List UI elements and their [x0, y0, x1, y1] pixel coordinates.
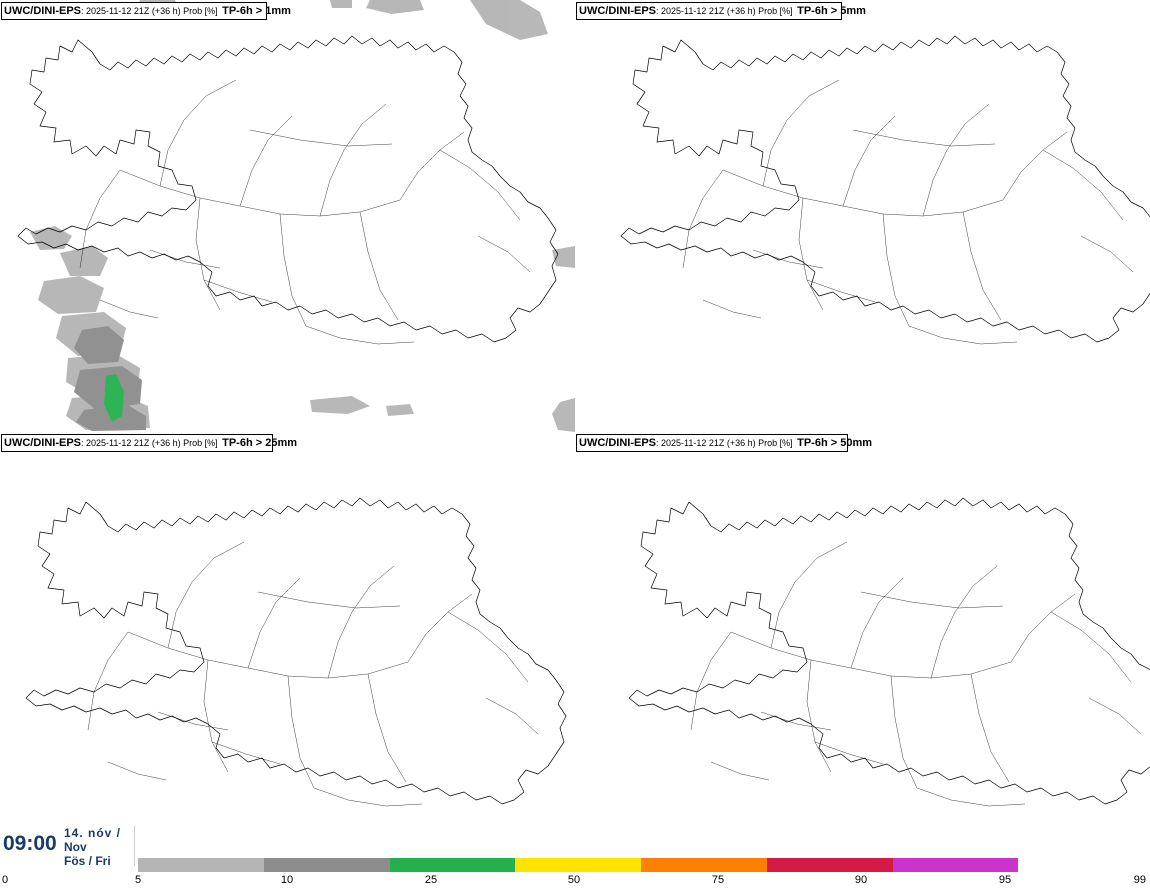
panel-model-label: UWC/DINI-EPS — [4, 437, 81, 449]
iceland-map-1mm — [0, 0, 575, 432]
map-panel-50mm[interactable] — [575, 432, 1150, 864]
colorbar-segment-0 — [138, 858, 264, 872]
colorbar-segment-2 — [390, 858, 516, 872]
valid-date-line3: Fös / Fri — [64, 854, 111, 866]
colorbar-tick-75: 75 — [711, 874, 725, 886]
colorbar-segment-3 — [515, 858, 641, 872]
map-panel-1mm[interactable] — [0, 0, 575, 432]
colorbar-gradient — [138, 858, 1144, 872]
panel-title-50mm — [576, 434, 873, 452]
panel-title-25mm — [1, 434, 298, 452]
timestamp-box — [0, 826, 135, 866]
panel-run-label: : 2025-11-12 21Z (+36 h) Prob [%] — [81, 6, 218, 16]
colorbar-tick-10: 10 — [280, 874, 294, 886]
panel-run-label: : 2025-11-12 21Z (+36 h) Prob [%] — [656, 438, 793, 448]
panel-title-1mm — [1, 2, 291, 20]
colorbar-segment-6 — [893, 858, 1019, 872]
iceland-map-50mm — [575, 432, 1150, 864]
valid-date — [64, 826, 121, 866]
colorbar-tick-25: 25 — [424, 874, 438, 886]
colorbar-tick-5: 5 — [134, 874, 142, 886]
colorbar-segment-4 — [641, 858, 767, 872]
map-panel-5mm[interactable] — [575, 0, 1150, 432]
panel-model-label: UWC/DINI-EPS — [4, 5, 81, 17]
map-panel-25mm[interactable] — [0, 432, 575, 864]
panel-model-label: UWC/DINI-EPS — [579, 437, 656, 449]
panel-run-label: : 2025-11-12 21Z (+36 h) Prob [%] — [81, 438, 218, 448]
colorbar-tick-50: 50 — [567, 874, 581, 886]
probability-colorbar[interactable] — [0, 858, 1150, 891]
valid-date-line1: 14. nóv / — [64, 826, 122, 840]
iceland-map-5mm — [575, 0, 1150, 432]
valid-time-clock: 09:00 — [3, 832, 57, 855]
colorbar-label-0: 0 — [2, 874, 9, 886]
panel-model-label: UWC/DINI-EPS — [579, 5, 656, 17]
colorbar-segment-5 — [767, 858, 893, 872]
valid-date-line2: Nov — [64, 840, 87, 854]
panel-run-label: : 2025-11-12 21Z (+36 h) Prob [%] — [656, 6, 793, 16]
colorbar-segment-7 — [1018, 858, 1144, 872]
panel-parameter-label: TP-6h > 1mm — [222, 5, 291, 17]
colorbar-segment-1 — [264, 858, 390, 872]
colorbar-tick-90: 90 — [854, 874, 868, 886]
panel-parameter-label: TP-6h > 50mm — [797, 437, 873, 449]
panel-title-5mm — [576, 2, 866, 20]
panel-parameter-label: TP-6h > 5mm — [797, 5, 866, 17]
colorbar-tick-99: 99 — [1133, 874, 1146, 886]
colorbar-tick-95: 95 — [998, 874, 1012, 886]
iceland-map-25mm — [0, 432, 575, 864]
panel-parameter-label: TP-6h > 25mm — [222, 437, 298, 449]
